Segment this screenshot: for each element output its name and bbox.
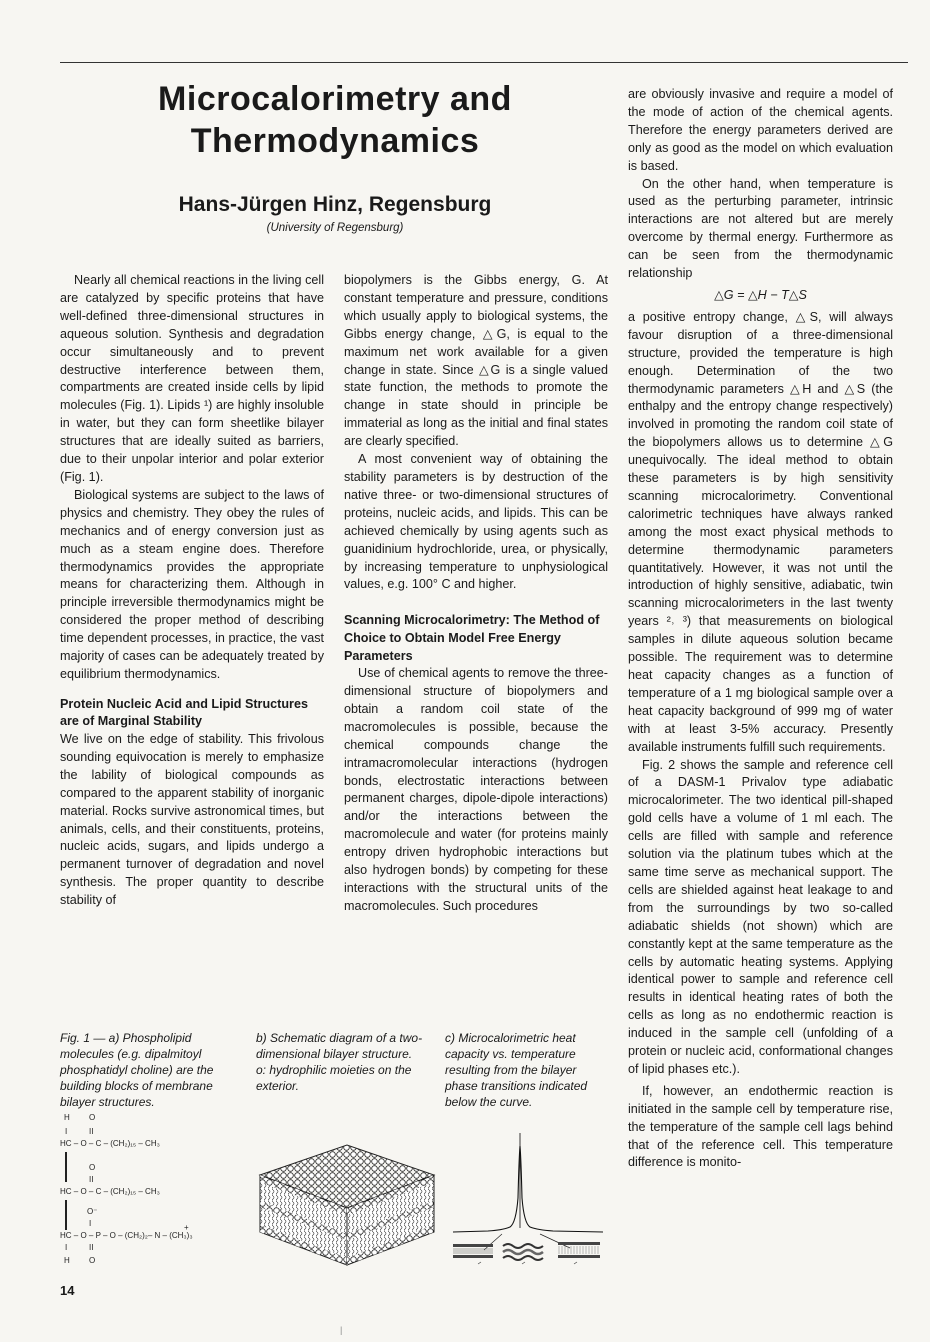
paragraph: a positive entropy change, △S, will always favour disruption of a three-dimensional structure, provided the temperature is high enough. Determination of the two thermodynamic parameters △H and △S (the enthalpy and the entropy change respectively) involved in promoting the random coil state of the biopolymers allows us to determine △G unequivocally. The ideal method to obtain these parameters is by high sensitivity scanning microcalorimetry. Conventional calorimetric techniques have always ranked among the most exact physical methods to determine thermodynamic parameters quantitatively. However, it was not until the introduction of highly sensitive, adiabatic, twin scanning microcalorimeters in the last twenty years ²˒ ³) that measurements on biological samples in dilute aqueous solution became possible. The requirement was to determine heat capacity changes as a function of temperature of a 1 mg biological sample over a heat capacity background of 999 mg of water with at least 3-5% accuracy. Presently available instruments fulfill such requirements. xyxy=(628,309,893,754)
title-line-1: Microcalorimetry and xyxy=(158,80,512,118)
paragraph: are obviously invasive and require a model of the mode of action of the chemical agents. Therefore the energy parameters derived are only as good as the model on which evaluation is based. xyxy=(628,87,893,173)
pointer-line xyxy=(484,1234,502,1250)
author-line: Hans-Jürgen Hinz, Regensburg xyxy=(178,193,492,216)
footer-mark: | xyxy=(340,1325,343,1335)
affiliation: (University of Regensburg) xyxy=(266,222,404,234)
chem-bond: I xyxy=(89,1219,92,1228)
figure-caption-c: c) Microcalorimetric heat capacity vs. temperature resulting from the bilayer phase transitions indicated below the curve. xyxy=(445,1031,588,1109)
phospholipid-structure-diagram xyxy=(56,1112,256,1272)
section-heading: Protein Nucleic Acid and Lipid Structures are of Marginal Stability xyxy=(60,696,308,729)
chem-o-bottom: O xyxy=(89,1256,96,1265)
bilayer-block-diagram xyxy=(252,1130,442,1270)
chem-o-top: O xyxy=(89,1113,96,1122)
gel-phase-bilayer xyxy=(453,1244,493,1258)
paragraph: Nearly all chemical reactions in the living cell are catalyzed by specific proteins that have well-defined three-dimensional structures in aqueous solution. Synthesis and degradation occur simultaneously and to prevent destructive interference between them, compartments are created inside cells by lipid molecules (Fig. 1). Lipids ¹) are highly insoluble in water, but they can form sheetlike bilayer structures that are ideally suited as barriers, due to their unpolar interior and polar exterior (Fig. 1). xyxy=(60,273,324,484)
figure-caption-a: Fig. 1 — a) Phospholipid molecules (e.g. dipalmitoyl phosphatidyl choline) are the building blocks of membrane bilayer structures. xyxy=(60,1031,214,1109)
chem-bond: II xyxy=(89,1243,94,1252)
chem-h-top: H xyxy=(64,1113,70,1122)
transition-peak-curve xyxy=(453,1146,603,1232)
chem-row-3: HC – O – P – O – (CH₂)₂– N – (CH₃)₃ xyxy=(60,1231,193,1240)
chem-row-2: HC – O – C – (CH₂)₁₅ – CH₃ xyxy=(60,1187,160,1196)
chem-bond: I xyxy=(65,1243,68,1252)
chem-o-minus: O⁻ xyxy=(87,1207,98,1216)
paragraph: A most convenient way of obtaining the stability parameters is by destruction of the native three- or two-dimensional structures of proteins, nucleic acids, and lipids. This can be achieved chemically by using agents such as guanidinium hydrochloride, urea, or physically, by increasing temperature to unphysiological values, e.g. 100° C and higher. xyxy=(344,452,608,592)
chem-bond: II xyxy=(89,1175,94,1184)
heat-capacity-curve-diagram xyxy=(448,1128,608,1268)
paragraph: Biological systems are subject to the laws of physics and chemistry. They obey the rules of mechanics and of energy conversion just as much as a steam engine does. Therefore thermodynamics provides the appropriate means for characterizing them. Although in principle irreversible thermodynamics might be considered the proper method of describing time dependent processes, in practice, the vast majority of cases can be adequately treated by equilibrium thermodynamics. xyxy=(60,487,324,681)
paragraph: We live on the edge of stability. This frivolous sounding equivocation is merely to emphasize the lability of biological compounds as compared to the apparent stability of inorganic material. Rocks survive astronomical times, but animals, cells, and their constituents, proteins, nucleic acids, sugars, and lipids undergo a permanent turnover of degradation and novel synthesis. The proper quantity to describe stability of xyxy=(60,732,324,908)
figure-caption-b: b) Schematic diagram of a two-dimensional bilayer structure. o: hydrophilic moieties on the exterior. xyxy=(256,1031,423,1093)
paragraph: If, however, an endothermic reaction is initiated in the sample cell by temperature rise, the temperature of the sample cell lags behind that of the reference cell. This temperature difference is monito- xyxy=(628,1083,893,1170)
tick-marks xyxy=(478,1262,577,1264)
column-3 xyxy=(628,86,893,1172)
top-rule xyxy=(60,62,908,63)
paragraph: On the other hand, when temperature is used as the perturbing parameter, intrinsic interactions are not altered but are merely overcome by thermal energy. Furthermore as can be seen from the thermodynamic relationship xyxy=(628,176,893,281)
paragraph: biopolymers is the Gibbs energy, G. At constant temperature and pressure, conditions which usually apply to biological systems, the Gibbs energy change, △G, is equal to the maximum net work available for a given change in state. Since △G is a single valued state function, the methods to promote the change in state should in principle be immaterial as long as the initial and final states are clearly specified. xyxy=(344,273,608,449)
equation: △G = △H − T△S xyxy=(714,287,807,302)
column-1 xyxy=(60,272,324,910)
ripple-phase-bilayer xyxy=(503,1244,543,1260)
chem-bond: II xyxy=(89,1127,94,1136)
paragraph: Fig. 2 shows the sample and reference cell of a DASM-1 Privalov type adiabatic microcalorimeter. The two identical pill-shaped gold cells have a volume of 1 ml each. The cells are filled with sample and reference solution via the platinum tubes which at the same time serve as mechanical support. The cells are shielded against heat leakage to and from the surroundings by two so-called adiabatic shields (not shown) which are constantly kept at the same temperature as the cells by automatic heating systems. Applying identical power to sample and reference cell results in identical heating rates of both the cells as long as no endothermic reaction is induced in the sample cell (unfolding of a protein or nucleic acid, conformational changes of lipid phases etc.). xyxy=(628,757,893,1076)
chem-bond: I xyxy=(65,1127,68,1136)
section-heading: Scanning Microcalorimetry: The Method of Choice to Obtain Model Free Energy Parameters xyxy=(344,613,600,663)
column-2 xyxy=(344,272,608,916)
paragraph: Use of chemical agents to remove the three-dimensional structure of biopolymers and obtain a random coil state of the macromolecules is possible, because the chemical compounds change the intramacromolecular interactions (hydrogen bonds, electrostatic interactions between permanent charges, dipole-dipole interactions) and/or the interactions between the macromolecule and water (for proteins mainly entropy driven hydrophobic interactions but also hydrogen bonds) by competing for these interactions with the structural units of the macromolecules. Such procedures xyxy=(344,666,608,913)
page-number: 14 xyxy=(60,1283,75,1298)
chem-h-bottom: H xyxy=(64,1256,70,1265)
article-title xyxy=(60,78,610,162)
pointer-line xyxy=(540,1234,570,1248)
title-line-2: Thermodynamics xyxy=(190,122,480,160)
chem-row-1: HC – O – C – (CH₂)₁₅ – CH₃ xyxy=(60,1139,160,1148)
liquid-phase-bilayer xyxy=(558,1242,600,1258)
chem-plus: + xyxy=(184,1223,189,1232)
chem-o-mid: O xyxy=(89,1163,96,1172)
